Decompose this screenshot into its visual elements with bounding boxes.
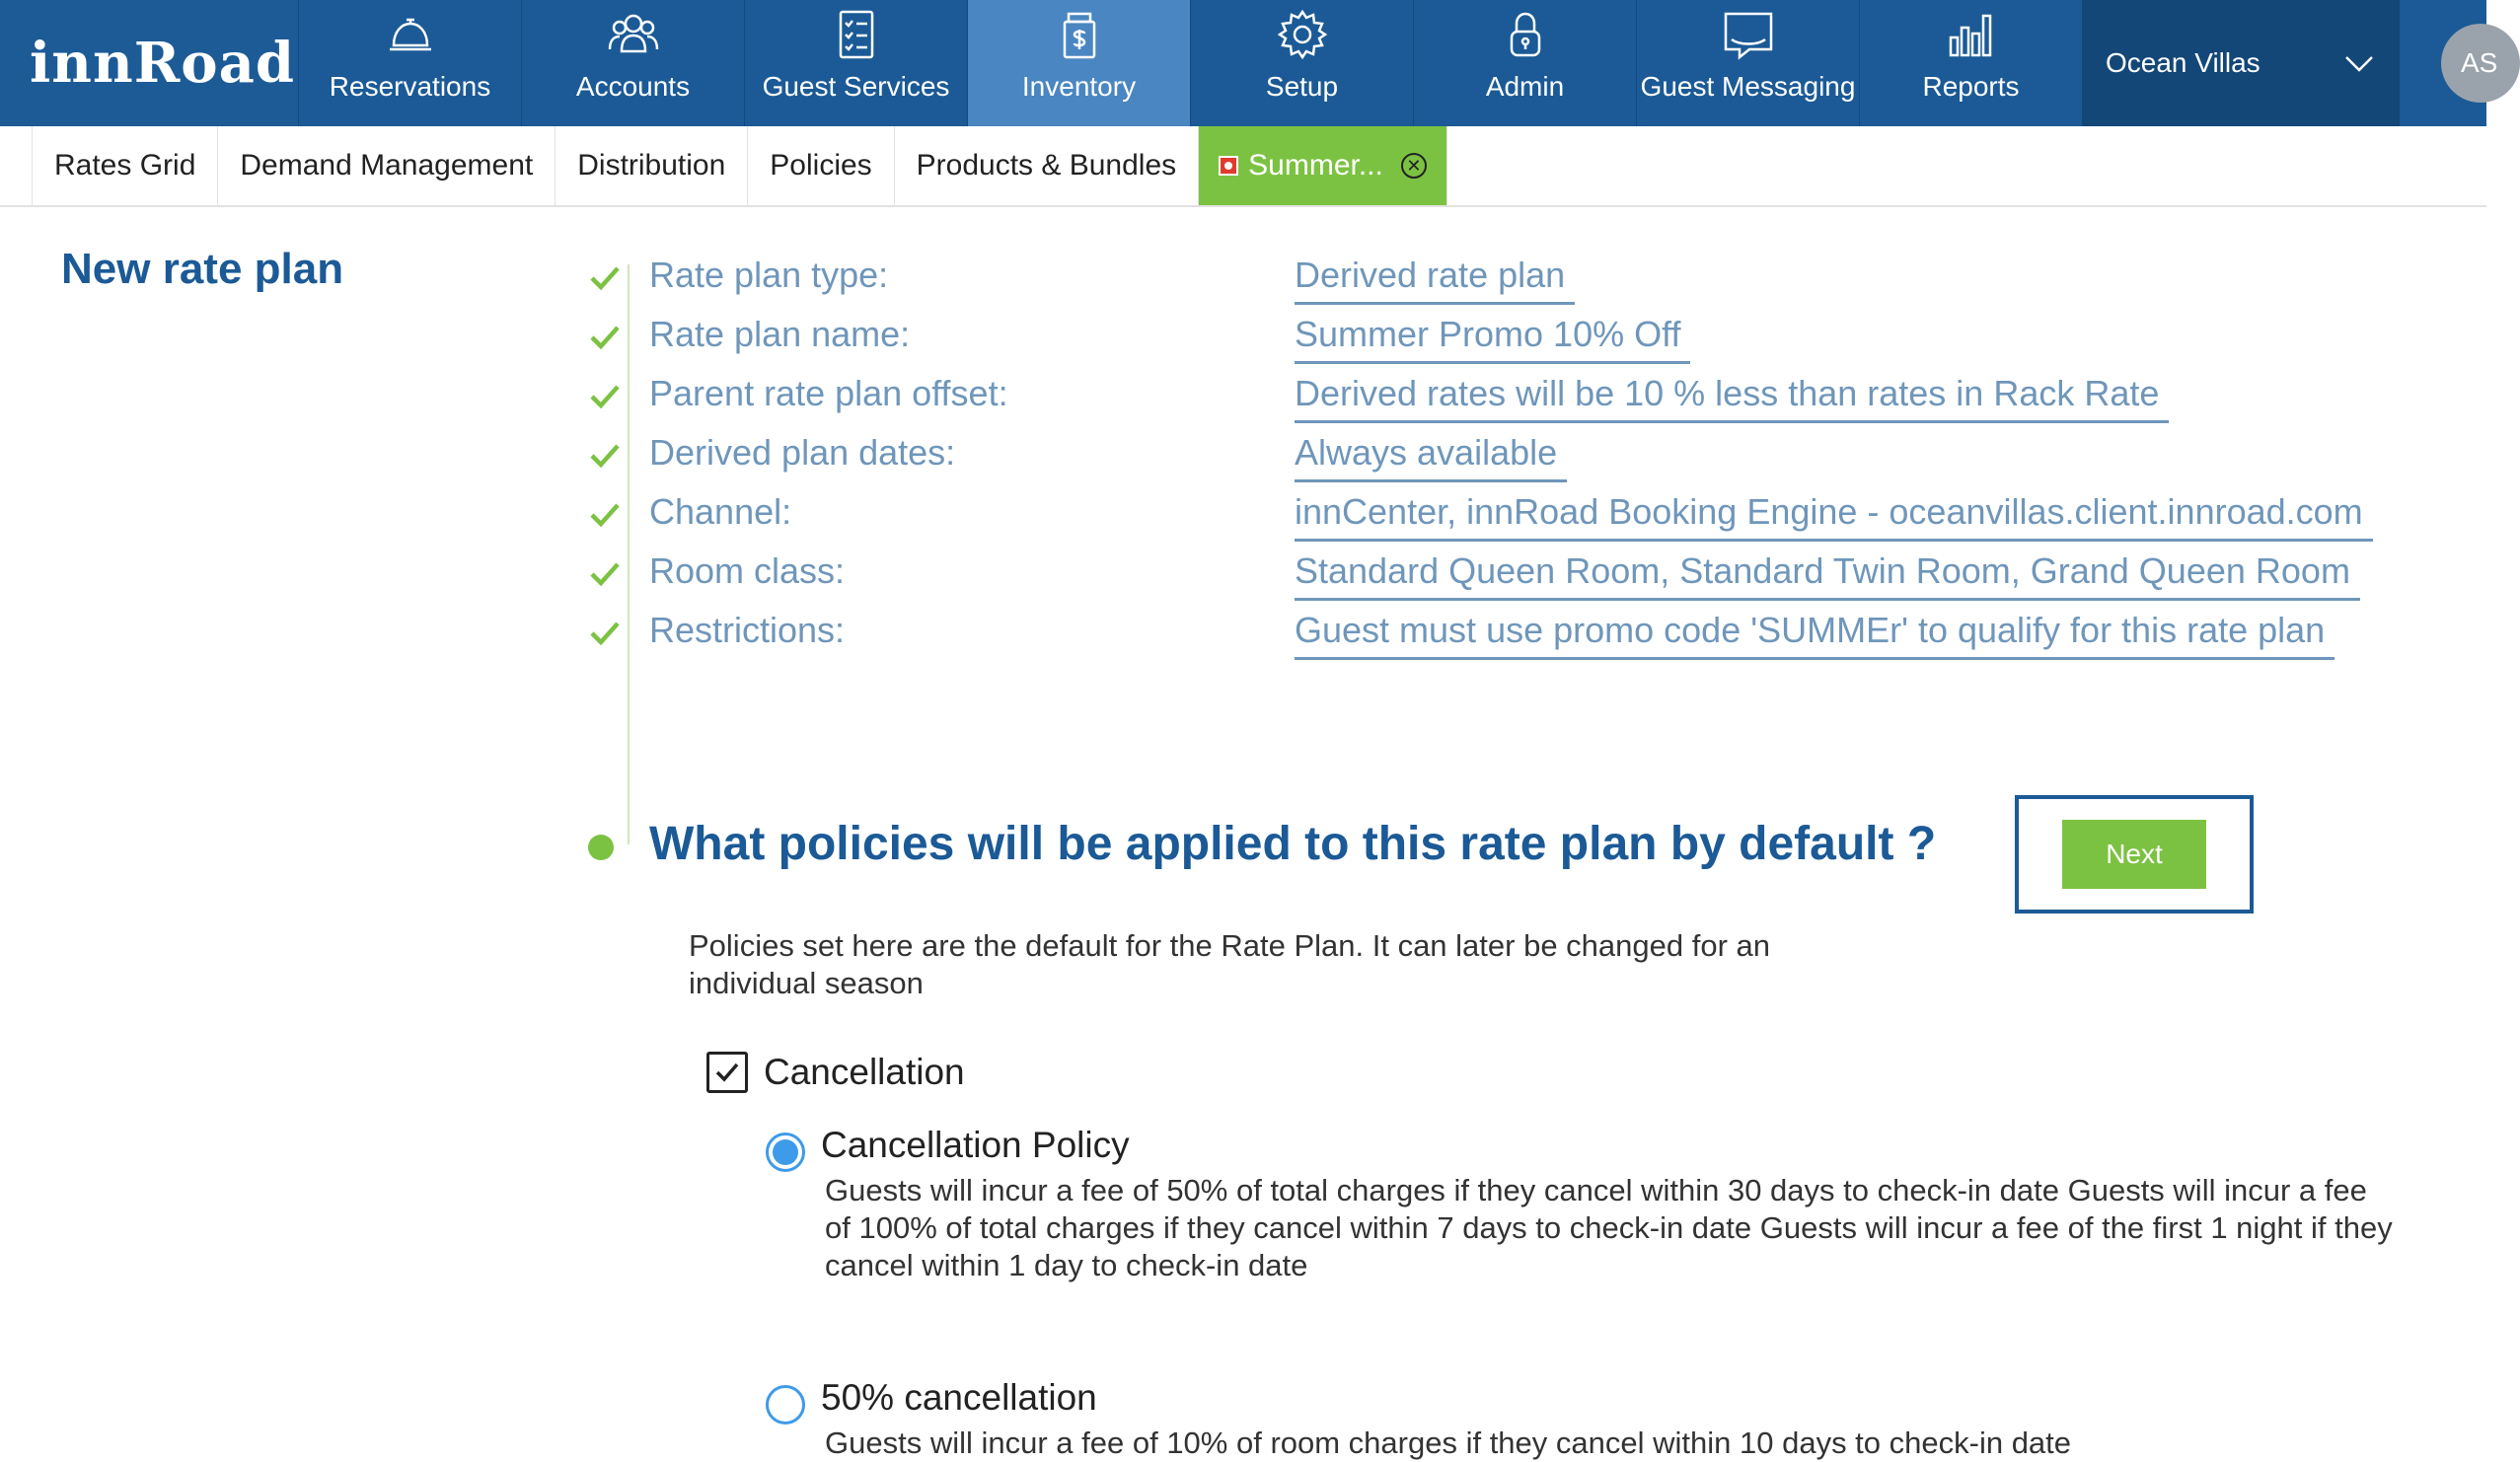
top-navigation: [0, 0, 2498, 126]
subnav-label: Products & Bundles: [916, 149, 1177, 182]
tab-label: Summer...: [1248, 149, 1383, 182]
subnav-policies[interactable]: [748, 126, 894, 205]
inventory-icon: [1051, 6, 1108, 63]
summary-value-link[interactable]: Standard Queen Room, Standard Twin Room, Grand Queen Room: [1295, 550, 2360, 601]
summary-row: [588, 487, 2463, 547]
chevron-down-icon: [2342, 46, 2376, 80]
subnav-label: Distribution: [577, 149, 726, 182]
policy-description: Guests will incur a fee of 10% of room charges if they cancel within 10 days to check-in date: [825, 1425, 2072, 1460]
summary-row: [588, 251, 2463, 310]
summary-row: [588, 547, 2463, 606]
subnav-rates-grid[interactable]: [32, 126, 218, 205]
checkmark-icon: [712, 1058, 742, 1087]
summary-value-link[interactable]: innCenter, innRoad Booking Engine - oceanvillas.client.innroad.com: [1295, 491, 2373, 542]
subnav-label: Demand Management: [240, 149, 534, 182]
nav-label: Accounts: [575, 71, 691, 102]
nav-inventory[interactable]: [967, 0, 1190, 126]
checklist-icon: [828, 6, 885, 63]
subnav-demand-management[interactable]: [218, 126, 556, 205]
nav-label: Reports: [1922, 71, 2020, 102]
nav-label: Inventory: [1021, 71, 1137, 102]
policy-radio-selected[interactable]: [766, 1133, 805, 1172]
tab-summer[interactable]: [1199, 126, 1447, 205]
nav-label: Admin: [1485, 71, 1565, 102]
summary-row: [588, 369, 2463, 428]
checkmark-icon: [588, 260, 622, 294]
avatar[interactable]: [2441, 24, 2520, 103]
current-step-indicator: [588, 835, 614, 860]
checkmark-icon: [588, 616, 622, 649]
summary-row: [588, 310, 2463, 369]
subnav-label: Policies: [770, 149, 872, 182]
close-icon[interactable]: ✕: [1401, 153, 1427, 179]
bell-icon: [382, 6, 439, 63]
bar-chart-icon: [1943, 6, 2000, 63]
checkmark-icon: [588, 379, 622, 412]
summary-key: Channel:: [649, 491, 792, 532]
policy-description: Guests will incur a fee of 50% of total charges if they cancel within 30 days to check-in date Guests will incur a fee of 100% of total charges if they cancel within 7 days to check-in date Guests will incur a fee of the first 1 night if they cancel within 1 day to check-in date: [825, 1173, 2393, 1282]
policies-note: Policies set here are the default for the Rate Plan. It can later be changed for an individual season: [689, 928, 1771, 1000]
policy-radio[interactable]: [766, 1385, 805, 1425]
nav-setup[interactable]: [1190, 0, 1413, 126]
avatar-area: [2400, 0, 2498, 126]
cancellation-label: Cancellation: [764, 1052, 965, 1092]
checkmark-icon: [588, 438, 622, 472]
nav-guest-services[interactable]: [744, 0, 967, 126]
checkmark-icon: [588, 497, 622, 531]
cancellation-checkbox[interactable]: [706, 1052, 748, 1093]
summary-value-link[interactable]: Derived rates will be 10 % less than rates in Rack Rate: [1295, 373, 2169, 423]
cancellation-checkbox-row[interactable]: [706, 1052, 965, 1093]
nav-accounts[interactable]: [521, 0, 744, 126]
users-icon: [605, 6, 662, 63]
policy-title: 50% cancellation: [821, 1377, 1097, 1418]
nav-admin[interactable]: [1413, 0, 1636, 126]
message-icon: [1720, 6, 1777, 63]
next-button-frame: [2015, 795, 2254, 914]
brand-logo[interactable]: [0, 0, 298, 126]
summary-key: Room class:: [649, 550, 846, 591]
tab-status-icon: [1219, 156, 1238, 176]
property-name: Ocean Villas: [2106, 47, 2261, 78]
subnav-products-bundles[interactable]: [895, 126, 1199, 205]
subnav-distribution[interactable]: [556, 126, 748, 205]
step-question: What policies will be applied to this rate plan by default ?: [649, 818, 1937, 870]
subnav-label: Rates Grid: [54, 149, 196, 182]
policy-title: Cancellation Policy: [821, 1125, 1130, 1165]
page-title: New rate plan: [61, 245, 344, 293]
summary-row: [588, 606, 2463, 665]
nav-reservations[interactable]: [298, 0, 521, 126]
gear-icon: [1274, 6, 1331, 63]
checkmark-icon: [588, 556, 622, 590]
summary-value-link[interactable]: Always available: [1295, 432, 1567, 482]
summary-value-link[interactable]: Summer Promo 10% Off: [1295, 314, 1690, 364]
nav-label: Guest Messaging: [1640, 71, 1856, 102]
next-button[interactable]: Next: [2062, 820, 2206, 889]
summary-row: [588, 428, 2463, 487]
property-selector[interactable]: [2082, 0, 2400, 126]
nav-reports[interactable]: [1859, 0, 2082, 126]
summary-value-link[interactable]: Guest must use promo code 'SUMMEr' to qualify for this rate plan: [1295, 610, 2335, 660]
brand-name: innRoad: [30, 31, 296, 96]
summary-key: Derived plan dates:: [649, 432, 956, 473]
summary-key: Rate plan type:: [649, 255, 889, 295]
nav-label: Reservations: [329, 71, 491, 102]
checkmark-icon: [588, 320, 622, 353]
summary-key: Parent rate plan offset:: [649, 373, 1008, 413]
lock-icon: [1497, 6, 1554, 63]
sub-navigation: [0, 126, 2486, 207]
nav-guest-messaging[interactable]: [1636, 0, 1859, 126]
summary-key: Rate plan name:: [649, 314, 911, 354]
avatar-initials: AS: [2461, 47, 2498, 78]
nav-label: Setup: [1265, 71, 1339, 102]
summary-key: Restrictions:: [649, 610, 846, 650]
nav-label: Guest Services: [762, 71, 950, 102]
summary-value-link[interactable]: Derived rate plan: [1295, 255, 1575, 305]
